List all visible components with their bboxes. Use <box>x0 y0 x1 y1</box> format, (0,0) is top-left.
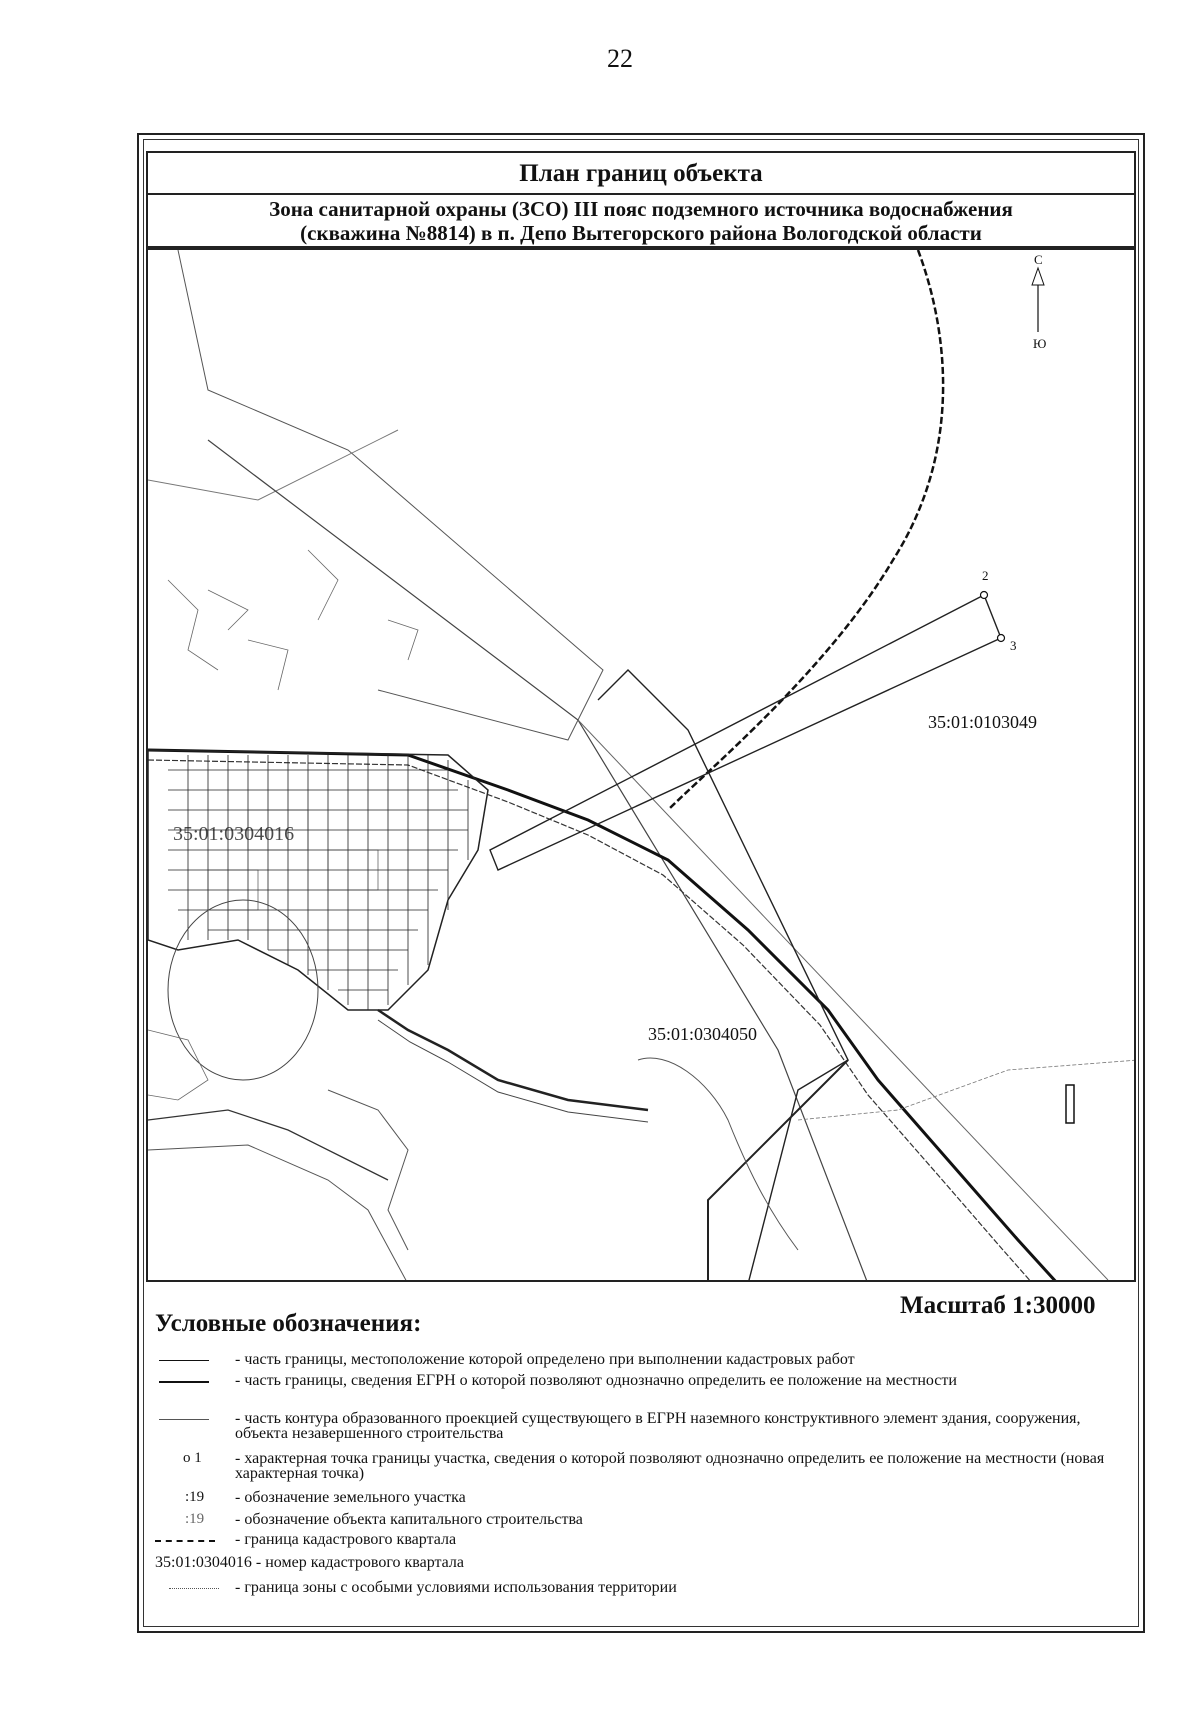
map-scale: Масштаб 1:30000 <box>900 1292 1096 1319</box>
contour-line <box>638 1058 798 1250</box>
map-drawing <box>148 250 1136 1282</box>
legend-text: - часть границы, местоположение которой определено при выполнении кадастровых работ <box>235 1351 855 1368</box>
legend-symbol-land-plot: :19 <box>185 1489 205 1505</box>
legend-symbol-special-zone <box>155 1580 225 1595</box>
river-bank <box>148 1145 408 1282</box>
legend-text: - характерная точка границы участка, сведения о которой позволяют однозначно определить ее положение на местности (новая характерная точка) <box>235 1450 1105 1482</box>
quarter-boundary-east <box>598 670 848 1282</box>
legend-title: Условные обозначения: <box>155 1310 422 1337</box>
page-number: 22 <box>607 44 633 73</box>
legend-symbol-building-object: :19 <box>185 1511 205 1527</box>
point-2-label: 2 <box>982 568 989 583</box>
legend-text: - часть контура образованного проекцией существующего в ЕГРН наземного конструктивного элемент здания, сооружения, объекта незавершенного строительства <box>235 1410 1081 1442</box>
point-3-label: 3 <box>1010 638 1017 653</box>
quarter-label-0103049: 35:01:0103049 <box>928 712 1038 732</box>
map-area[interactable] <box>146 248 1136 1282</box>
plan-subtitle <box>146 193 1136 248</box>
diagonal-line-east <box>578 720 1108 1280</box>
quarter-label-0304050: 35:01:0304050 <box>648 1024 758 1044</box>
river-line <box>148 1110 388 1180</box>
village-parcels <box>148 750 488 1010</box>
legend-text-quarter-number: 35:01:0304016 - номер кадастрового квартала <box>155 1554 464 1571</box>
boundary-east-dotted <box>798 1060 1136 1120</box>
legend-symbol-quarter-boundary <box>155 1532 225 1547</box>
map-edge-marker <box>1066 1085 1074 1123</box>
legend-symbol-building-contour <box>155 1411 225 1426</box>
legend-text: - граница кадастрового квартала <box>235 1531 457 1548</box>
contour-west <box>148 1030 208 1100</box>
legend-text: - граница зоны с особыми условиями использования территории <box>235 1579 677 1596</box>
legend-text: - обозначение земельного участка <box>235 1489 466 1506</box>
legend-symbol-characteristic-point: о 1 <box>183 1450 202 1466</box>
circular-zone <box>168 900 318 1080</box>
road-south-east <box>378 1010 648 1110</box>
diagonal-boundary <box>208 440 868 1282</box>
point-2-marker <box>981 592 988 599</box>
subtitle-line-1: Зона санитарной охраны (ЗСО) III пояс подземного источника водоснабжения <box>269 197 1013 221</box>
legend-text: - часть границы, сведения ЕГРН о которой позволяют однозначно определить ее положение на местности <box>235 1372 957 1389</box>
parcel-boundary-south <box>708 1060 848 1282</box>
north-label: С <box>1034 252 1043 267</box>
point-3-marker <box>998 635 1005 642</box>
quarter-label-0304016: 35:01:0304016 <box>173 823 295 845</box>
north-arrow-icon <box>1032 252 1046 351</box>
legend-symbol-surveyed-boundary <box>155 1352 225 1367</box>
legend-text: - обозначение объекта капитального строительства <box>235 1511 583 1528</box>
parcel-outline-north <box>178 250 603 740</box>
quarter-boundary-north <box>668 250 943 810</box>
sanitary-zone-polygon <box>490 595 1001 870</box>
legend-symbol-egrn-boundary <box>155 1373 225 1388</box>
subtitle-line-2: (скважина №8814) в п. Депо Вытегорского района Вологодской области <box>300 221 982 245</box>
south-label: Ю <box>1033 336 1047 351</box>
plan-title: План границ объекта <box>146 151 1136 195</box>
